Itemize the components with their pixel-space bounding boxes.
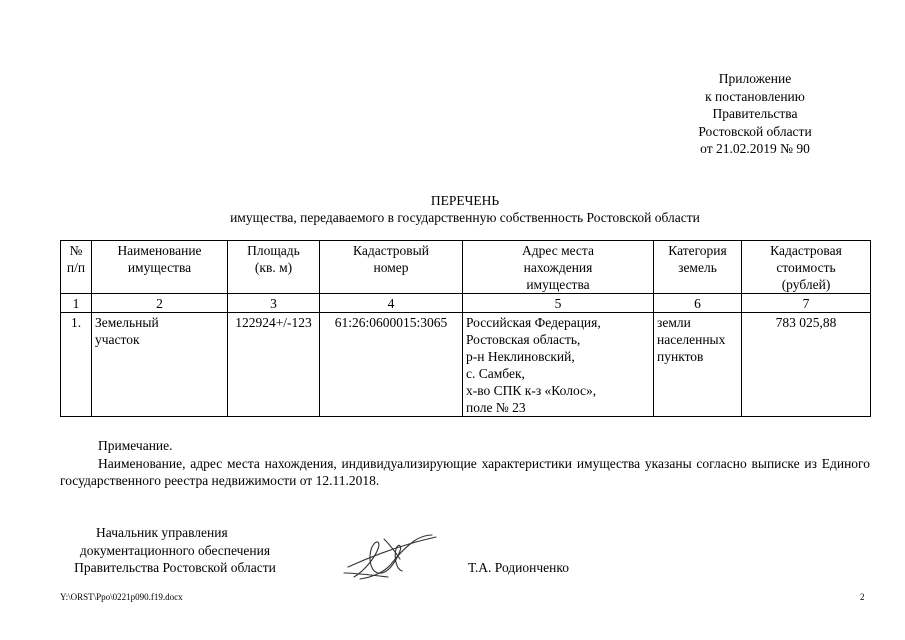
column-number: 6 [654, 294, 742, 313]
header-cell-cadastral-number: Кадастровый номер [320, 241, 463, 294]
column-number: 3 [228, 294, 320, 313]
column-number: 2 [92, 294, 228, 313]
header-cell-area: Площадь (кв. м) [228, 241, 320, 294]
column-number: 1 [61, 294, 92, 313]
property-name: Земельный участок [92, 313, 228, 417]
appendix-line: Правительства [712, 106, 798, 121]
page-number: 2 [860, 592, 865, 602]
signer-name: Т.А. Родионченко [468, 560, 569, 575]
property-address: Российская Федерация, Ростовская область, р-н Неклиновский, с. Самбек, х-во СПК к-з «Колос», поле № 23 [463, 313, 654, 417]
appendix-line: Приложение [718, 71, 792, 86]
row-number: 1. [61, 313, 92, 417]
column-number: 7 [742, 294, 871, 313]
position-line: Правительства Ростовской области [74, 560, 276, 575]
handwritten-signature [340, 527, 440, 585]
header-cell-category: Категория земель [654, 241, 742, 294]
column-number: 4 [320, 294, 463, 313]
document-subtitle: имущества, передаваемого в государственную собственность Ростовской области [230, 210, 700, 225]
appendix-line: к постановлению [705, 88, 805, 104]
position-line: документационного обеспечения [79, 542, 271, 558]
land-category: земли населенных пунктов [654, 313, 742, 417]
header-cell-cost: Кадастровая стоимость (рублей) [742, 241, 871, 294]
header-cell-address: Адрес места нахождения имущества [463, 241, 654, 294]
position-line: Начальник управления [96, 525, 228, 540]
column-number-row [61, 294, 871, 313]
cadastral-number: 61:26:0600015:3065 [320, 313, 463, 417]
cadastral-cost: 783 025,88 [742, 313, 871, 417]
document-title: ПЕРЕЧЕНЬ [430, 193, 500, 208]
table-row [61, 313, 871, 417]
header-cell-name: Наименование имущества [92, 241, 228, 294]
signatory-position [60, 524, 290, 577]
table-header-row [61, 241, 871, 294]
note-body: Наименование, адрес места нахождения, индивидуализирующие характеристики имущества указаны согласно выписке из Единого государственного реестра недвижимости от 12.11.2018. [60, 456, 870, 488]
note-title: Примечание. [98, 438, 173, 453]
appendix-line: Ростовской области [698, 123, 812, 139]
property-table [60, 240, 871, 417]
appendix-line: от 21.02.2019 № 90 [700, 141, 810, 156]
appendix-header [655, 70, 855, 158]
property-area: 122924+/-123 [228, 313, 320, 417]
file-path: Y:\ORST\Ppo\0221p090.f19.docx [60, 592, 183, 602]
column-number: 5 [463, 294, 654, 313]
header-cell-number: № п/п [61, 241, 92, 294]
